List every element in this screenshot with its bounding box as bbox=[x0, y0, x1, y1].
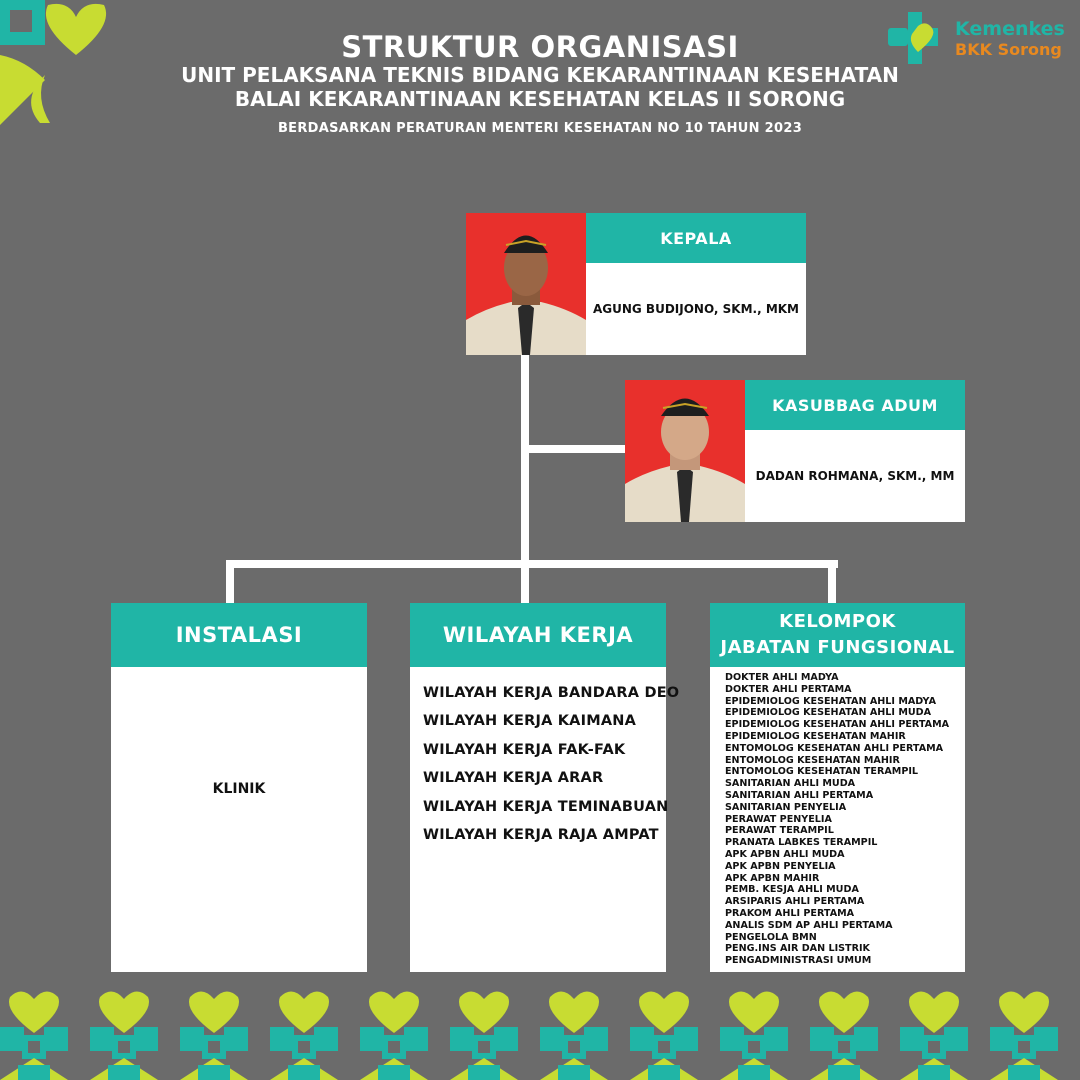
page-subtitle-1: UNIT PELAKSANA TEKNIS BIDANG KEKARANTINAAN KESEHATAN bbox=[181, 63, 899, 87]
wilayah-kerja-header: WILAYAH KERJA bbox=[410, 603, 666, 667]
list-item: WILAYAH KERJA BANDARA DEO bbox=[423, 685, 680, 701]
jabatan-fungsional-header bbox=[710, 603, 965, 667]
list-item: PERAWAT PENYELIA bbox=[725, 813, 832, 825]
list-item: EPIDEMIOLOG KESEHATAN AHLI MADYA bbox=[725, 695, 937, 707]
list-item: APK APBN PENYELIA bbox=[725, 860, 836, 872]
connector-to-kasubbag bbox=[521, 445, 625, 453]
list-item: PENGADMINISTRASI UMUM bbox=[725, 955, 872, 967]
instalasi-header: INSTALASI bbox=[111, 603, 367, 667]
list-item: APK APBN MAHIR bbox=[725, 872, 820, 884]
wilayah-kerja-list bbox=[410, 667, 680, 972]
page-subtitle-2: BALAI KEKARANTINAAN KESEHATAN KELAS II SORONG bbox=[234, 87, 846, 111]
connector-to-instalasi bbox=[226, 560, 234, 603]
list-item: PRANATA LABKES TERAMPIL bbox=[725, 837, 878, 849]
regulation-basis: BERDASARKAN PERATURAN MENTERI KESEHATAN NO 10 TAHUN 2023 bbox=[277, 121, 803, 136]
jabatan-fungsional-title-1: KELOMPOK bbox=[779, 611, 896, 632]
list-item: SANITARIAN PENYELIA bbox=[725, 801, 847, 813]
list-item: WILAYAH KERJA FAK-FAK bbox=[423, 741, 626, 758]
list-item: DOKTER AHLI MADYA bbox=[725, 672, 839, 683]
list-item: WILAYAH KERJA KAIMANA bbox=[423, 713, 637, 730]
list-item: WILAYAH KERJA TEMINABUAN bbox=[423, 798, 669, 815]
list-item: ENTOMOLOG KESEHATAN TERAMPIL bbox=[725, 766, 919, 778]
list-item: SANITARIAN AHLI MUDA bbox=[725, 778, 856, 790]
jabatan-fungsional-title-2: JABATAN FUNGSIONAL bbox=[720, 637, 955, 658]
page-title: STRUKTUR ORGANISASI bbox=[341, 30, 739, 64]
kepala-name: AGUNG BUDIJONO, SKM., MKM bbox=[586, 263, 806, 355]
list-item: ARSIPARIS AHLI PERTAMA bbox=[725, 896, 865, 908]
list-item: DOKTER AHLI PERTAMA bbox=[725, 683, 852, 695]
list-item: WILAYAH KERJA ARAR bbox=[423, 770, 604, 787]
connector-to-jabatan bbox=[828, 560, 836, 603]
list-item: SANITARIAN AHLI PERTAMA bbox=[725, 789, 874, 801]
kasubbag-photo bbox=[625, 380, 745, 522]
list-item: PENGELOLA BMN bbox=[725, 931, 817, 943]
kasubbag-name: DADAN ROHMANA, SKM., MM bbox=[745, 430, 965, 522]
list-item: APK APBN AHLI MUDA bbox=[725, 848, 845, 860]
list-item: ANALIS SDM AP AHLI PERTAMA bbox=[725, 919, 893, 931]
list-item: EPIDEMIOLOG KESEHATAN MAHIR bbox=[725, 730, 906, 742]
kepala-photo bbox=[466, 213, 586, 355]
instalasi-item: KLINIK bbox=[212, 781, 266, 797]
list-item: ENTOMOLOG KESEHATAN MAHIR bbox=[725, 754, 900, 766]
connector-horizontal bbox=[226, 560, 838, 568]
kasubbag-title: KASUBBAG ADUM bbox=[745, 380, 965, 430]
jabatan-fungsional-list bbox=[710, 667, 965, 972]
instalasi-body bbox=[111, 667, 367, 972]
bottom-decoration bbox=[0, 985, 1080, 1080]
logo-text-kemenkes: Kemenkes bbox=[955, 18, 1065, 40]
list-item: PEMB. KESJA AHLI MUDA bbox=[725, 884, 859, 896]
logo-text-bkk-sorong: BKK Sorong bbox=[955, 40, 1062, 59]
list-item: ENTOMOLOG KESEHATAN AHLI PERTAMA bbox=[725, 742, 944, 754]
list-item: PRAKOM AHLI PERTAMA bbox=[725, 907, 855, 919]
list-item: PERAWAT TERAMPIL bbox=[725, 825, 834, 837]
kepala-title: KEPALA bbox=[586, 213, 806, 263]
list-item: EPIDEMIOLOG KESEHATAN AHLI PERTAMA bbox=[725, 719, 950, 731]
list-item: EPIDEMIOLOG KESEHATAN AHLI MUDA bbox=[725, 707, 932, 719]
list-item: PENG.INS AIR DAN LISTRIK bbox=[725, 943, 870, 955]
list-item: WILAYAH KERJA RAJA AMPAT bbox=[423, 827, 659, 844]
